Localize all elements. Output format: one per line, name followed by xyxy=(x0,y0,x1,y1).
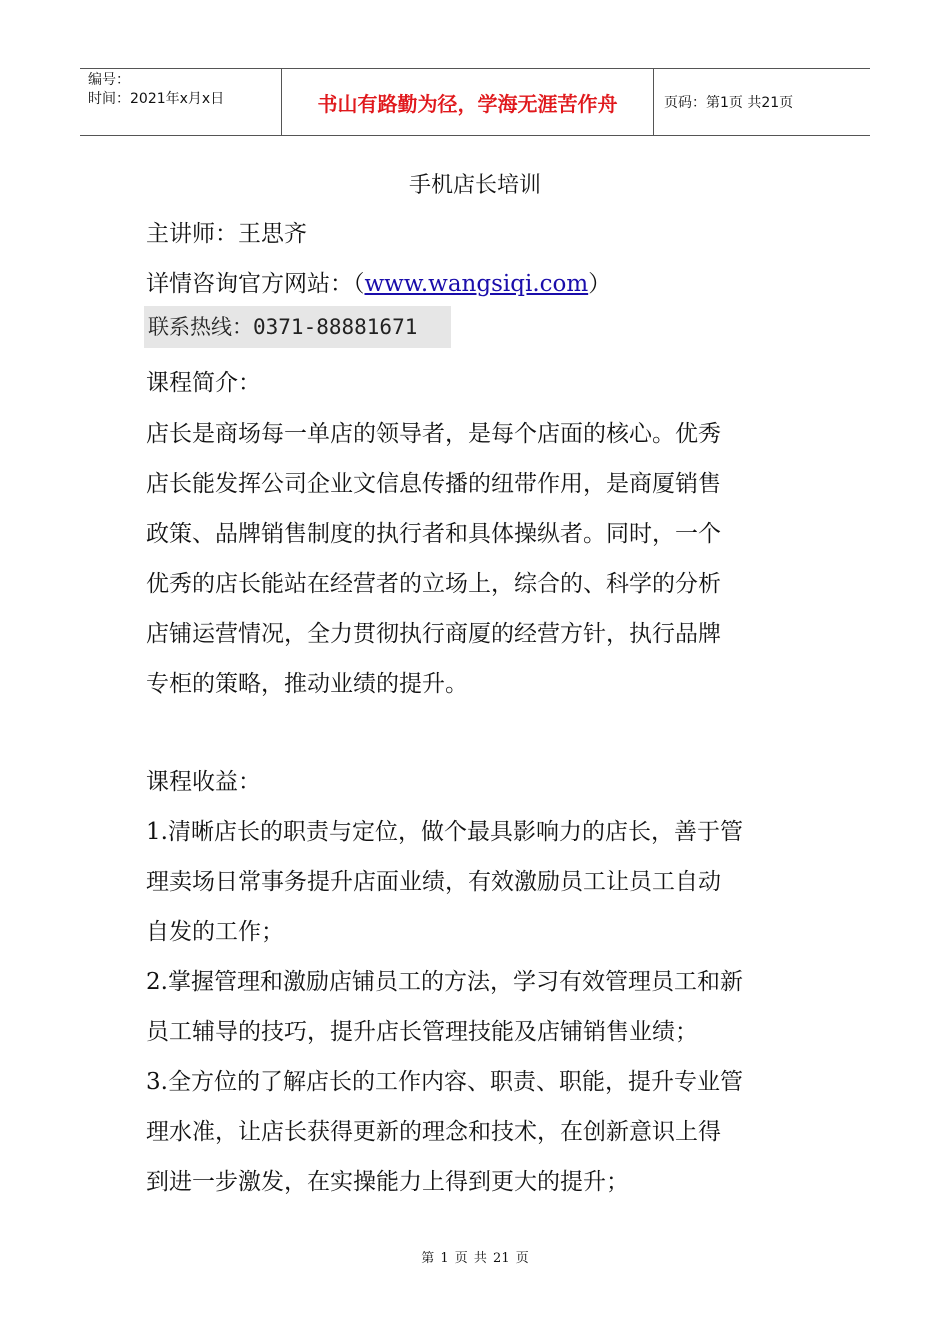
website-suffix: ） xyxy=(588,271,612,297)
document-title: 手机店长培训 xyxy=(408,173,541,198)
benefit-line: 理卖场日常事务提升店面业绩，有效激励员工让员工自动 xyxy=(146,869,721,895)
intro-line: 专柜的策略，推动业绩的提升。 xyxy=(146,671,468,697)
benefit-line: 自发的工作； xyxy=(146,919,284,945)
page-footer: 第 1 页 共 21 页 xyxy=(421,1251,529,1266)
document-time-label: 时间：2021年x月x日 xyxy=(88,91,225,107)
website-link[interactable]: www.wangsiqi.com xyxy=(364,271,589,297)
benefit-line: 1.清晰店长的职责与定位，做个最具影响力的店长，善于管 xyxy=(146,819,743,845)
benefit-line: 到进一步激发，在实操能力上得到更大的提升； xyxy=(146,1169,629,1195)
intro-line: 优秀的店长能站在经营者的立场上，综合的、科学的分析 xyxy=(146,571,721,597)
header-table xyxy=(80,68,870,136)
intro-line: 店长是商场每一单店的领导者，是每个店面的核心。优秀 xyxy=(146,421,721,447)
website-prefix: 详情咨询官方网站：（ xyxy=(146,271,365,297)
hotline-banner: 联系热线：0371-88881671 xyxy=(144,306,451,348)
document-number-label: 编号： xyxy=(88,72,130,88)
header-motto-cell xyxy=(282,69,654,135)
benefit-line: 2.掌握管理和激励店铺员工的方法，学习有效管理员工和新 xyxy=(146,969,743,995)
intro-line: 政策、品牌销售制度的执行者和具体操纵者。同时，一个 xyxy=(146,521,721,547)
benefit-line: 理水准，让店长获得更新的理念和技术，在创新意识上得 xyxy=(146,1119,721,1145)
intro-line: 店铺运营情况，全力贯彻执行商厦的经营方针，执行品牌 xyxy=(146,621,721,647)
website-line xyxy=(146,268,611,300)
benefit-line: 员工辅导的技巧，提升店长管理技能及店铺销售业绩； xyxy=(146,1019,698,1045)
header-motto: 书山有路勤为径，学海无涯苦作舟 xyxy=(317,91,618,116)
lecturer-line: 主讲师：王思齐 xyxy=(146,221,307,247)
benefits-heading: 课程收益： xyxy=(146,769,261,795)
intro-line: 店长能发挥公司企业文信息传播的纽带作用，是商厦销售 xyxy=(146,471,721,497)
header-page-cell xyxy=(654,69,870,135)
header-meta-cell xyxy=(80,69,282,135)
benefit-line: 3.全方位的了解店长的工作内容、职责、职能，提升专业管 xyxy=(146,1069,743,1095)
header-page-info: 页码：第1页 共21页 xyxy=(664,95,794,111)
intro-heading: 课程简介： xyxy=(146,370,261,396)
